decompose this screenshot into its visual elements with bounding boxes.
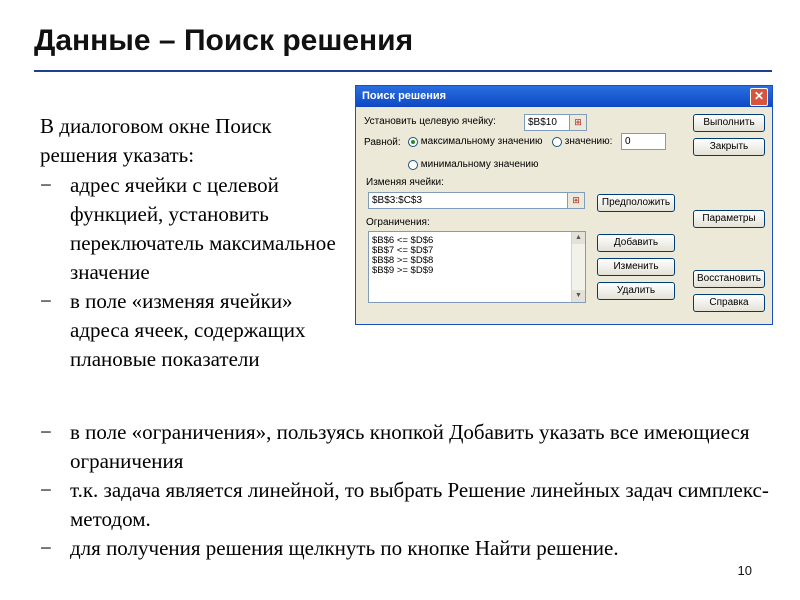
list-item[interactable]: $B$6 <= $D$6 bbox=[372, 235, 434, 246]
changing-cells-input[interactable]: $B$3:$C$3 bbox=[368, 192, 568, 209]
constraints-list[interactable] bbox=[368, 231, 586, 303]
bullet-dash: − bbox=[40, 289, 52, 313]
radio-selected-icon[interactable] bbox=[408, 137, 418, 147]
intro-text: В диалоговом окне Поиск решения указать: bbox=[40, 114, 272, 167]
execute-button[interactable]: Выполнить bbox=[693, 114, 765, 132]
add-button[interactable]: Добавить bbox=[597, 234, 675, 252]
bullet-dash: − bbox=[40, 478, 52, 502]
radio-value-label: значению: bbox=[564, 136, 613, 147]
list-item[interactable]: $B$8 >= $D$8 bbox=[372, 255, 434, 266]
close-icon[interactable]: ✕ bbox=[750, 88, 768, 106]
bullet-item bbox=[40, 534, 780, 563]
radio-min-label: минимальному значению bbox=[420, 159, 539, 170]
guess-button[interactable]: Предположить bbox=[597, 194, 675, 212]
bullet-item bbox=[40, 418, 780, 476]
reset-button[interactable]: Восстановить bbox=[693, 270, 765, 288]
title-divider bbox=[34, 70, 772, 72]
target-cell-input[interactable]: $B$10 bbox=[524, 114, 582, 131]
radio-max[interactable] bbox=[408, 136, 542, 147]
scroll-up-icon[interactable]: ▲ bbox=[572, 232, 585, 244]
changing-cells-label: Изменяя ячейки: bbox=[366, 177, 444, 188]
radio-icon[interactable] bbox=[408, 160, 418, 170]
options-button[interactable]: Параметры bbox=[693, 210, 765, 228]
value-input[interactable]: 0 bbox=[621, 133, 666, 150]
dialog-titlebar[interactable] bbox=[356, 86, 772, 107]
list-item[interactable]: $B$9 >= $D$9 bbox=[372, 265, 434, 276]
left-text-block bbox=[40, 112, 340, 374]
equal-to-label: Равной: bbox=[364, 137, 401, 148]
slide-title: Данные – Поиск решения bbox=[34, 24, 414, 57]
close-button[interactable]: Закрыть bbox=[693, 138, 765, 156]
radio-min[interactable] bbox=[408, 159, 539, 170]
bullet-item bbox=[40, 287, 340, 374]
bullet-dash: − bbox=[40, 173, 52, 197]
bullet-item bbox=[40, 171, 340, 287]
bullet-item bbox=[40, 476, 780, 534]
bullet-text: для получения решения щелкнуть по кнопке Найти решение. bbox=[70, 536, 619, 560]
radio-value[interactable] bbox=[552, 136, 612, 147]
bullet-text: адрес ячейки с целевой функцией, установить переключатель максимальное значение bbox=[70, 173, 336, 284]
bullet-dash: − bbox=[40, 536, 52, 560]
scroll-down-icon[interactable]: ▼ bbox=[572, 290, 585, 302]
target-cell-label: Установить целевую ячейку: bbox=[364, 116, 496, 127]
bottom-text-block bbox=[40, 418, 780, 563]
collapse-dialog-icon[interactable]: ⊞ bbox=[567, 192, 585, 209]
constraints-label: Ограничения: bbox=[366, 217, 430, 228]
collapse-dialog-icon[interactable]: ⊞ bbox=[569, 114, 587, 131]
solver-dialog bbox=[355, 85, 773, 325]
list-item[interactable]: $B$7 <= $D$7 bbox=[372, 245, 434, 256]
help-button[interactable]: Справка bbox=[693, 294, 765, 312]
bullet-dash: − bbox=[40, 420, 52, 444]
bullet-text: в поле «изменяя ячейки» адреса ячеек, содержащих плановые показатели bbox=[70, 289, 306, 371]
bullet-text: т.к. задача является линейной, то выбрать Решение линейных задач симплекс-методом. bbox=[70, 478, 769, 531]
radio-icon[interactable] bbox=[552, 137, 562, 147]
bullet-text: в поле «ограничения», пользуясь кнопкой Добавить указать все имеющиеся ограничения bbox=[70, 420, 750, 473]
delete-button[interactable]: Удалить bbox=[597, 282, 675, 300]
change-button[interactable]: Изменить bbox=[597, 258, 675, 276]
scrollbar[interactable] bbox=[571, 232, 585, 302]
page-number: 10 bbox=[737, 563, 752, 578]
radio-max-label: максимальному значению bbox=[420, 136, 543, 147]
dialog-title: Поиск решения bbox=[362, 90, 447, 102]
